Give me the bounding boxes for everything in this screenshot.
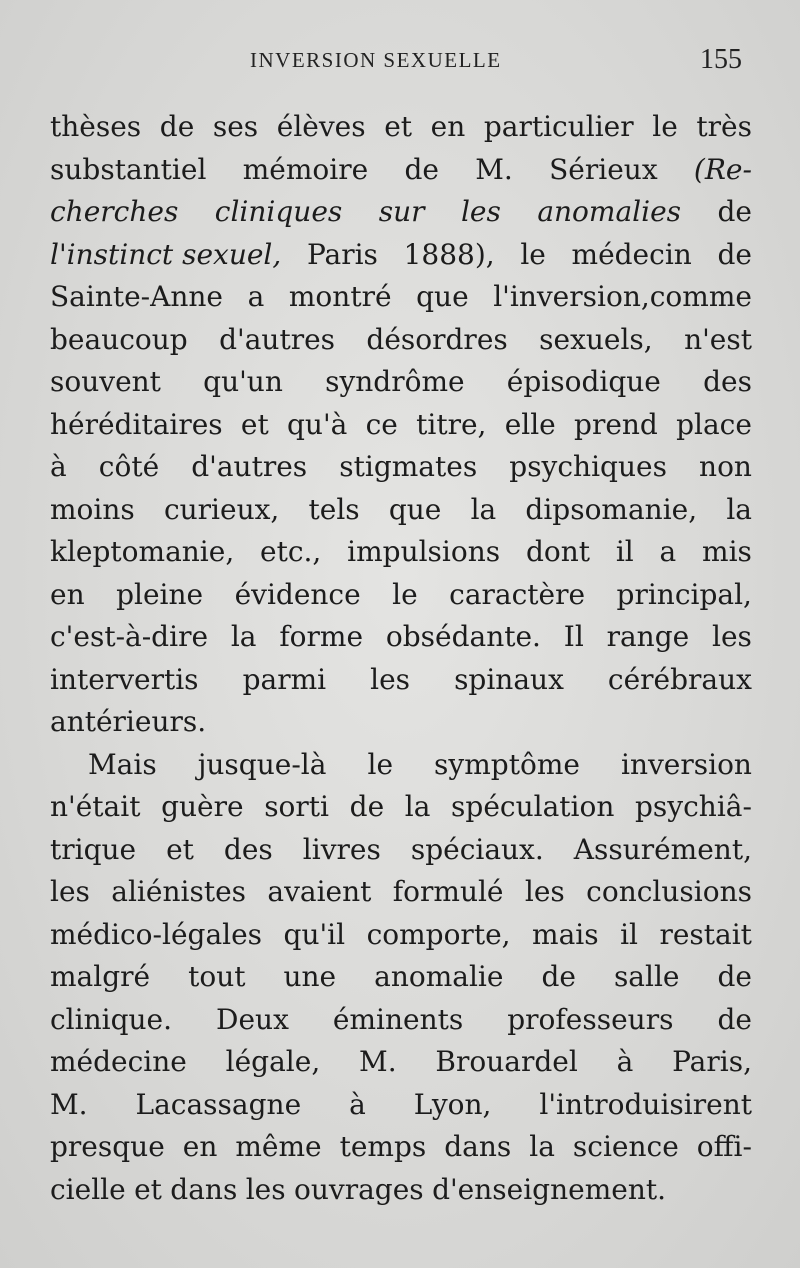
word: prend (574, 407, 658, 441)
text-line (50, 276, 752, 319)
word: tels (308, 492, 360, 526)
word: cérébraux (607, 662, 752, 696)
text-line (50, 361, 752, 404)
word: d'enseignement. (432, 1172, 667, 1206)
word: qu'un (203, 365, 283, 398)
word: n'est (684, 322, 752, 356)
text-line (50, 149, 752, 192)
word: sur (378, 195, 425, 228)
word: Deux (216, 1002, 289, 1036)
word: qu'il (283, 917, 346, 951)
word: en (50, 577, 85, 611)
word: caractère (449, 577, 586, 611)
word: a (659, 535, 677, 568)
word: de (159, 110, 195, 143)
word: tout (188, 960, 246, 993)
word: Paris (306, 237, 378, 271)
word: comporte, (366, 917, 511, 951)
word: c'est-à-dire (50, 620, 209, 653)
text-line (50, 1126, 752, 1169)
word: cherches (50, 195, 179, 228)
word: le (367, 747, 394, 781)
word: clinique. (50, 1002, 173, 1036)
text-line (50, 1084, 752, 1127)
word: que (416, 280, 469, 313)
word: les (712, 620, 752, 653)
word: forme (279, 620, 364, 653)
word: inversion (620, 747, 752, 781)
word: les (50, 875, 90, 908)
text-line (50, 489, 752, 532)
word: l'instinct sexuel, (50, 237, 282, 271)
text-line (50, 446, 752, 489)
body-text (50, 106, 752, 1211)
word: Mais (88, 747, 157, 781)
word: Il (563, 620, 584, 653)
word: même (235, 1130, 322, 1163)
word: évidence (234, 577, 361, 611)
word: thèses (50, 110, 142, 143)
text-line (50, 829, 752, 872)
word: spéciaux. (410, 832, 544, 866)
word: mis (702, 535, 752, 568)
word: à (616, 1045, 634, 1078)
text-line (50, 574, 752, 617)
word: M. (475, 152, 513, 186)
word: range (606, 620, 690, 653)
word: la (470, 492, 497, 526)
word: restait (659, 917, 752, 951)
word: de (349, 790, 385, 823)
word: non (699, 450, 752, 483)
word: la (529, 1130, 555, 1163)
word: Lyon, (413, 1087, 492, 1121)
text-line (50, 404, 752, 447)
word: il (620, 917, 638, 951)
word: la (404, 790, 431, 823)
word: dans (444, 1130, 512, 1163)
text-line (50, 659, 752, 702)
word: élèves (276, 110, 366, 143)
word: psychiâ- (635, 790, 752, 823)
word: trique (50, 832, 137, 866)
text-line (50, 191, 752, 234)
word: etc., (260, 535, 322, 568)
word: temps (339, 1130, 427, 1163)
word: les (524, 875, 565, 908)
word: Sainte-Anne (50, 280, 224, 313)
word: l'inversion,comme (493, 280, 752, 313)
word: Paris, (672, 1045, 752, 1078)
word: substantiel (50, 152, 207, 186)
word: épisodique (506, 365, 661, 398)
text-line (50, 871, 752, 914)
word: pleine (116, 577, 204, 611)
text-line (50, 1041, 752, 1084)
word: médico-légales (50, 917, 263, 951)
word: principal, (616, 577, 752, 611)
word: qu'à (287, 407, 348, 441)
text-line (50, 914, 752, 957)
word: le (652, 110, 678, 143)
word: psychiques (509, 450, 667, 483)
word: Assurément, (573, 832, 752, 866)
word: de (717, 1002, 752, 1036)
word: souvent (50, 365, 161, 398)
word: salle (613, 960, 680, 993)
text-line (50, 616, 752, 659)
word: intervertis (50, 662, 199, 696)
word: place (676, 407, 752, 441)
word: ses (212, 110, 259, 143)
text-line (50, 701, 752, 744)
word: guère (161, 790, 244, 823)
word: 1888), (403, 237, 495, 271)
word: presque (50, 1130, 165, 1163)
word: et (240, 407, 269, 441)
word: de (717, 960, 752, 993)
word: et (134, 1172, 162, 1206)
word: cliniques (214, 195, 343, 228)
word: obsédante. (385, 620, 541, 653)
word: M. (359, 1045, 397, 1078)
word: côté (98, 450, 160, 483)
word: cielle (50, 1172, 126, 1206)
word: Lacassagne (135, 1087, 302, 1121)
word: offi- (696, 1130, 752, 1163)
word: jusque-là (197, 747, 327, 781)
word: stigmates (339, 450, 478, 483)
word: d'autres (191, 450, 308, 483)
word: kleptomanie, (50, 535, 235, 568)
word: très (696, 110, 752, 143)
text-line (50, 786, 752, 829)
word: livres (302, 832, 381, 866)
word: désordres (366, 322, 508, 356)
word: beaucoup (50, 322, 188, 356)
text-line (50, 106, 752, 149)
word: conclusions (586, 875, 752, 908)
word: impulsions (347, 535, 501, 568)
page-number: 155 (700, 44, 742, 75)
word: aliénistes (111, 875, 247, 908)
word: n'était (50, 790, 141, 823)
word: éminents (332, 1002, 464, 1036)
word: l'introduisirent (539, 1087, 752, 1121)
running-head (0, 44, 800, 84)
text-line (50, 234, 752, 277)
word: de (404, 152, 439, 186)
word: et (166, 832, 194, 866)
word: M. (50, 1087, 88, 1121)
text-line (50, 319, 752, 362)
word: antérieurs. (50, 705, 207, 738)
word: médecin (571, 237, 692, 271)
word: que (388, 492, 442, 526)
word: ce (365, 407, 398, 441)
word: dont (525, 535, 591, 568)
word: la (726, 492, 752, 526)
word: les (460, 195, 501, 228)
word: dans (170, 1172, 238, 1206)
word: de (717, 237, 752, 271)
word: Brouardel (435, 1045, 578, 1078)
word: elle (504, 407, 556, 441)
word: le (520, 237, 546, 271)
word: mémoire (242, 152, 369, 186)
word: le (392, 577, 418, 611)
word: formulé (392, 875, 504, 908)
word: anomalie (374, 960, 504, 993)
text-line (50, 956, 752, 999)
word: il (615, 535, 634, 568)
word: syndrôme (325, 365, 465, 398)
word: a (247, 280, 265, 313)
word: en (430, 110, 466, 143)
word: titre, (416, 407, 487, 441)
word: professeurs (507, 1002, 674, 1036)
text-line (50, 744, 752, 787)
text-line (50, 999, 752, 1042)
word: à (349, 1087, 366, 1121)
word: sorti (264, 790, 330, 823)
word: dipsomanie, (525, 492, 698, 526)
text-line (50, 1169, 752, 1212)
word: légale, (225, 1045, 321, 1078)
word: médecine (50, 1045, 187, 1078)
word: à (50, 450, 67, 483)
word: montré (288, 280, 392, 313)
word: et (384, 110, 413, 143)
word: les (370, 662, 411, 696)
word: (Re- (693, 152, 752, 186)
word: une (283, 960, 337, 993)
word: science (572, 1130, 679, 1163)
word: avaient (267, 875, 372, 908)
word: héréditaires (50, 407, 223, 441)
word: en (182, 1130, 218, 1163)
word: ouvrages (294, 1172, 424, 1206)
text-line (50, 531, 752, 574)
word: sexuels, (539, 322, 653, 356)
word: les (245, 1172, 286, 1206)
word: malgré (50, 960, 151, 993)
word: de (717, 195, 752, 228)
word: anomalies (537, 195, 682, 228)
word: des (223, 832, 273, 866)
word: moins (50, 492, 135, 526)
word: parmi (242, 662, 327, 696)
word: de (541, 960, 576, 993)
word: d'autres (219, 322, 336, 356)
running-title: INVERSION SEXUELLE (250, 48, 502, 72)
word: particulier (483, 110, 634, 143)
word: la (230, 620, 257, 653)
word: Sérieux (549, 152, 658, 186)
word: spéculation (451, 790, 615, 823)
word: symptôme (434, 747, 580, 781)
word: spinaux (454, 662, 564, 696)
word: mais (532, 917, 599, 951)
word: curieux, (163, 492, 280, 526)
word: des (703, 365, 752, 398)
